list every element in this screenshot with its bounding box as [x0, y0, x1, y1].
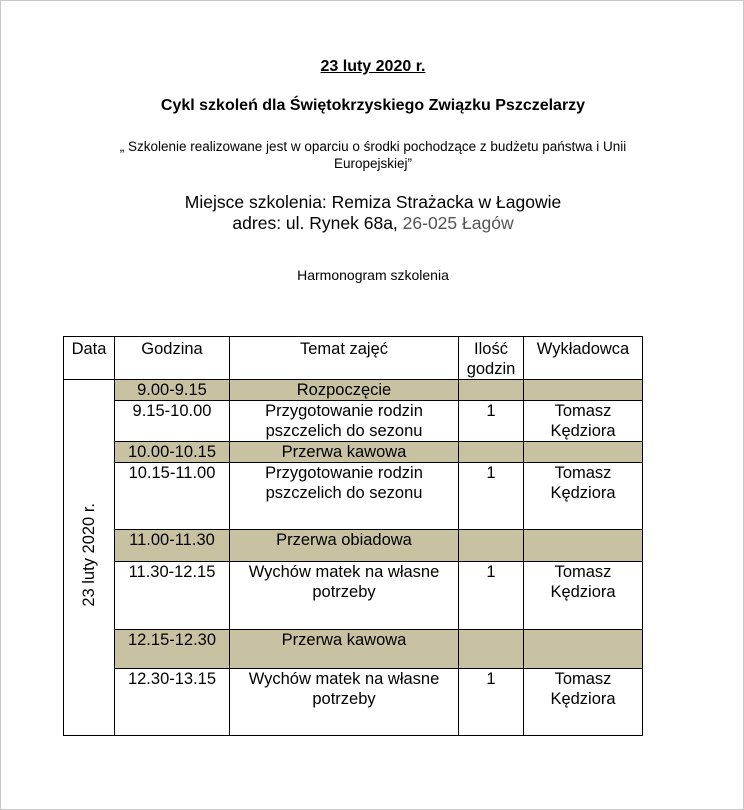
time-cell: 12.15-12.30	[115, 630, 230, 669]
address-line	[1, 213, 744, 234]
time-cell: 9.15-10.00	[115, 401, 230, 442]
header-lecturer: Wykładowca	[524, 337, 643, 380]
main-title: Cykl szkoleń dla Świętokrzyskiego Związku Pszczelarzy	[160, 97, 586, 114]
topic-cell: Rozpoczęcie	[230, 380, 459, 401]
hours-cell	[459, 530, 524, 562]
lecturer-cell: Tomasz Kędziora	[524, 669, 643, 736]
table-row	[64, 669, 643, 736]
date-title: 23 luty 2020 r.	[320, 58, 426, 75]
topic-cell: Wychów matek na własne potrzeby	[230, 562, 459, 630]
lecturer-cell: Tomasz Kędziora	[524, 562, 643, 630]
place-label: Miejsce szkolenia: Remiza Strażacka w Łagowie	[184, 192, 562, 212]
table-row	[64, 530, 643, 562]
time-cell: 11.30-12.15	[115, 562, 230, 630]
table-row	[64, 380, 643, 401]
header-date: Data	[64, 337, 115, 380]
lecturer-cell	[524, 630, 643, 669]
hours-cell: 1	[459, 562, 524, 630]
table-row	[64, 630, 643, 669]
time-cell: 12.30-13.15	[115, 669, 230, 736]
topic-cell: Wychów matek na własne potrzeby	[230, 669, 459, 736]
hours-cell	[459, 380, 524, 401]
topic-cell: Przerwa obiadowa	[230, 530, 459, 562]
date-value: 23 luty 2020 r.	[80, 503, 98, 607]
schedule-title: Harmonogram szkolenia	[297, 267, 449, 283]
time-cell: 11.00-11.30	[115, 530, 230, 562]
table-header-row	[64, 337, 643, 380]
time-cell: 10.15-11.00	[115, 463, 230, 530]
hours-cell: 1	[459, 669, 524, 736]
table-row	[64, 562, 643, 630]
hours-cell	[459, 442, 524, 463]
header-hours: Ilość godzin	[459, 337, 524, 380]
table-row	[64, 401, 643, 442]
table-row	[64, 463, 643, 530]
schedule-table	[63, 336, 643, 736]
place-block	[1, 192, 744, 234]
hours-cell	[459, 630, 524, 669]
lecturer-cell	[524, 380, 643, 401]
address-prefix: adres: ul. Rynek 68a,	[232, 213, 403, 233]
hours-cell: 1	[459, 401, 524, 442]
funding-note: „ Szkolenie realizowane jest w oparciu o środki pochodzące z budżetu państwa i Unii Europejskiej”	[119, 139, 627, 171]
table-body	[64, 380, 643, 736]
hours-cell: 1	[459, 463, 524, 530]
address-postcode: 26-025 Łagów	[402, 213, 514, 233]
table-row	[64, 442, 643, 463]
topic-cell: Przerwa kawowa	[230, 442, 459, 463]
header-time: Godzina	[115, 337, 230, 380]
topic-cell: Przygotowanie rodzin pszczelich do sezonu	[230, 401, 459, 442]
lecturer-cell: Tomasz Kędziora	[524, 401, 643, 442]
time-cell: 9.00-9.15	[115, 380, 230, 401]
header-topic: Temat zajęć	[230, 337, 459, 380]
lecturer-cell: Tomasz Kędziora	[524, 463, 643, 530]
time-cell: 10.00-10.15	[115, 442, 230, 463]
date-cell	[64, 380, 115, 736]
lecturer-cell	[524, 442, 643, 463]
lecturer-cell	[524, 530, 643, 562]
topic-cell: Przygotowanie rodzin pszczelich do sezonu	[230, 463, 459, 530]
topic-cell: Przerwa kawowa	[230, 630, 459, 669]
